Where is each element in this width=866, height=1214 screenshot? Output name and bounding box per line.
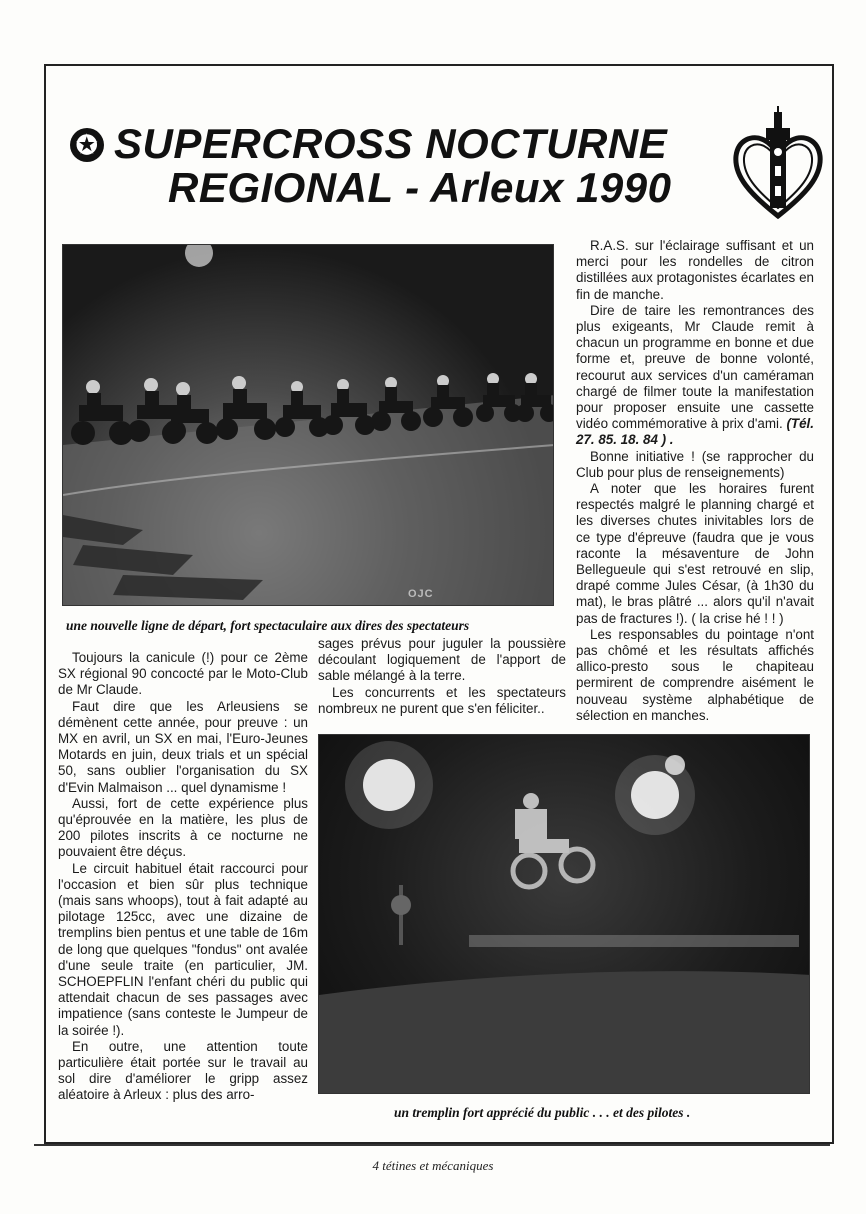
paragraph: Bonne initiative ! (se rapprocher du Club pour plus de renseignements) [576, 448, 814, 480]
photo2-caption: un tremplin fort apprécié du public . . . et des pilotes . [394, 1105, 691, 1120]
title-line-2: REGIONAL - Arleux 1990 [168, 164, 672, 211]
paragraph: sages prévus pour juguler la poussière découlant logiquement de l'apport de sable mélangé à la terre. [318, 636, 566, 684]
title-text-1: SUPERCROSS NOCTURNE [114, 120, 668, 167]
bottom-rule [34, 1144, 830, 1146]
star-badge-icon: ✪ [70, 128, 104, 162]
paragraph: Les responsables du pointage n'ont pas chômé et les résultats affichés allico-presto sous le chapiteau permirent de comprendre aisément le nouveau système alphabétique de sélection en manches. [576, 626, 814, 723]
paragraph: En outre, une attention toute particulière était portée sur le travail au sol dire d'améliorer le gripp assez aléatoire à Arleux : plus des arro- [58, 1038, 308, 1103]
title-line-1 [70, 122, 740, 166]
paragraph: Toujours la canicule (!) pour ce 2ème SX régional 90 concocté par le Moto-Club de Mr Claude. [58, 650, 308, 698]
photo1-caption: une nouvelle ligne de départ, fort spectaculaire aux dires des spectateurs [66, 618, 470, 633]
paragraph: Les concurrents et les spectateurs nombreux ne purent que s'en féliciter.. [318, 684, 566, 716]
paragraph: Faut dire que les Arleusiens se démènent cette année, pour preuve : un MX en avril, un SX en mai, l'Euro-Jeunes Motards en juin, deux trials et un spécial 50, sans oublier l'organisation du SX d'Evin Malmaison ... quel dynamisme ! [58, 698, 308, 795]
arleux-heart-tower-logo-icon [730, 104, 826, 222]
photo-start-line [62, 244, 554, 606]
phone-number: (Tél. 27. 85. 18. 84 ) . [576, 416, 814, 448]
watermark-logo: OJC [408, 588, 434, 600]
photo-jump [318, 734, 810, 1094]
article-column-3 [576, 238, 814, 724]
paragraph: R.A.S. sur l'éclairage suffisant et un merci pour les rondelles de citron distillées aux protagonistes écarlates en fin de manche. [576, 238, 814, 302]
paragraph: Le circuit habituel était raccourci pour l'occasion et bien sûr plus technique (mais sans whoops), tout à fait adapté au pilotage 125cc, avec une dizaine de tremplins bien pentus et une table de 16m de long que quelques "fondus" ont avalée d'une seule traite (en particulier, JM. SCHOEPFLIN l'enfant chéri du public qui attendait chacun de ses passages avec impatience (sans conteste le Jumpeur de la soirée !). [58, 860, 308, 1038]
paragraph-text: Dire de taire les remontrances des plus exigeants, Mr Claude remit à chacun un programme en bonne et due forme et, preuve de bonne volonté, recourut aux services d'un caméraman chargé de filmer toute la manifestation pour proposer ensuite une cassette vidéo commémorative à prix d'ami. [576, 302, 814, 432]
article-title [70, 122, 740, 210]
article-column-1 [58, 650, 308, 1104]
paragraph-with-phone [576, 303, 814, 449]
page-footer: 4 tétines et mécaniques [372, 1158, 494, 1173]
paragraph: Aussi, fort de cette expérience plus qu'éprouvée en la matière, les plus de 200 pilotes inscrits à ce nocturne ne pouvaient être déçus. [58, 795, 308, 860]
article-column-2 [318, 636, 566, 717]
paragraph: A noter que les horaires furent respectés malgré le planning chargé et les diverses chutes inivitables lors de ce type d'épreuve (faudra que je vous raconte la mésaventure de John Bellegueule qui s'est retrouvé en slip, drapé comme Jules César, (à 1h30 du mat), le bras plâtré ... alors qu'il n'avait pas de fractures !). ( la crise hé ! ! ) [576, 481, 814, 626]
